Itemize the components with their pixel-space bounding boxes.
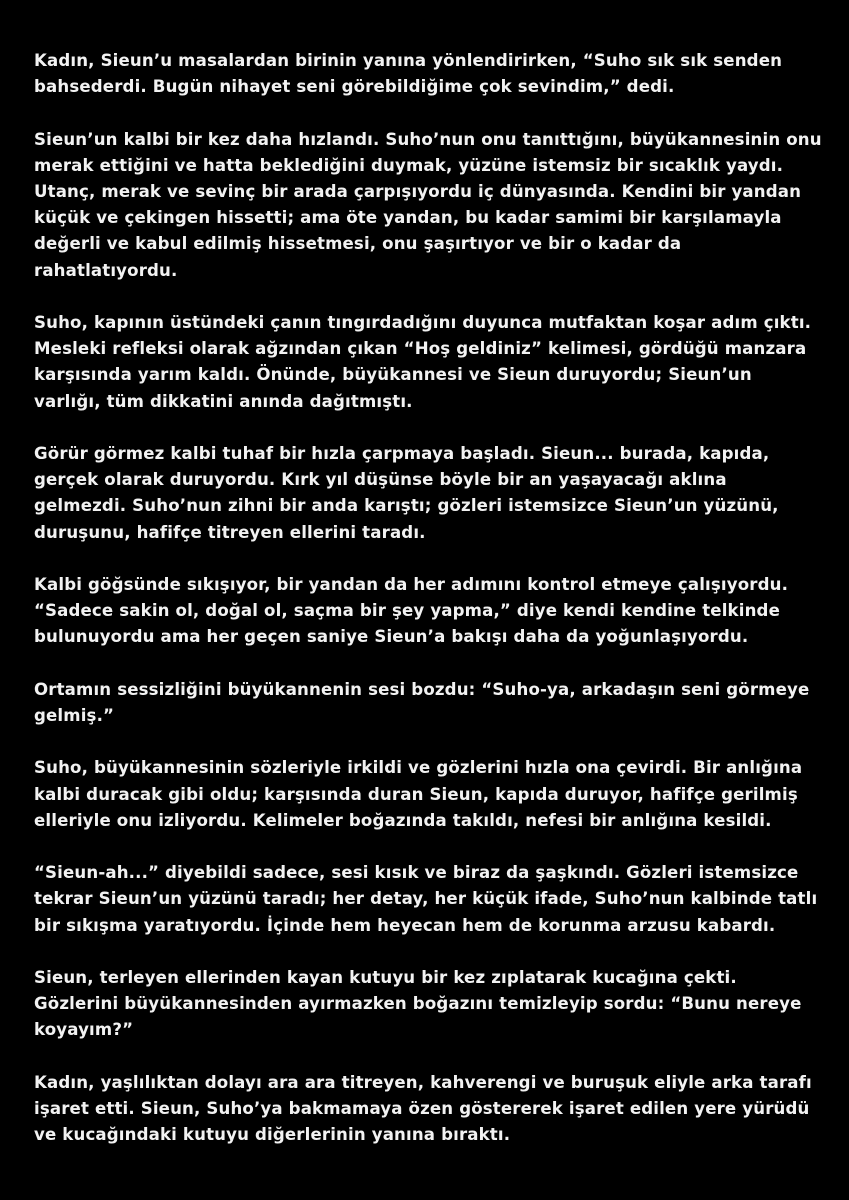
paragraph-5: Kalbi göğsünde sıkışıyor, bir yandan da her adımını kontrol etmeye çalışıyordu. “Sadece sakin ol, doğal ol, saçma bir şey yapma,” diye kendi kendine telkinde bulunuyordu ama her geçen saniye Sieun’a bakışı daha da yoğunlaşıyordu. (34, 575, 789, 647)
paragraph-9: Sieun, terleyen ellerinden kayan kutuyu bir kez zıplatarak kucağına çekti. Gözlerini büyükannesinden ayırmazken boğazını temizleyip sordu: “Bunu nereye koyayım?” (34, 967, 802, 1040)
paragraph-10: Kadın, yaşlılıktan dolayı ara ara titreyen, kahverengi ve buruşuk eliyle arka tarafı işaret etti. Sieun, Suho’ya bakmamaya özen göstererek işaret edilen yere yürüdü ve kucağındaki kutuyu diğerlerinin yanına bıraktı. (34, 1072, 812, 1145)
paragraph-7: Suho, büyükannesinin sözleriyle irkildi ve gözlerini hızla ona çevirdi. Bir anlığına kalbi duracak gibi oldu; karşısında duran Sieun, kapıda duruyor, hafifçe gerilmiş elleriyle onu izliyordu. Kelimeler boğazında takıldı, nefesi bir anlığına kesildi. (34, 758, 803, 830)
paragraph-8: “Sieun-ah...” diyebildi sadece, sesi kısık ve biraz da şaşkındı. Gözleri istemsizce tekrar Sieun’un yüzünü taradı; her detay, her küçük ifade, Suho’nun kalbinde tatlı bir sıkışma yaratıyordu. İçinde hem heyecan hem de korunma arzusu kabardı. (34, 863, 818, 935)
paragraph-2: Sieun’un kalbi bir kez daha hızlandı. Suho’nun onu tanıttığını, büyükannesinin onu merak ettiğini ve hatta beklediğini duymak, yüzüne istemsiz bir sıcaklık yaydı. Utanç, merak ve sevinç bir arada çarpışıyordu iç dünyasında. Kendini bir yandan küçük ve çekingen hissetti; ama öte yandan, bu kadar samimi bir karşılamayla değerli ve kabul edilmiş hissetmesi, onu şaşırtıyor ve bir o kadar da rahatlatıyordu. (34, 129, 822, 280)
paragraph-4: Görür görmez kalbi tuhaf bir hızla çarpmaya başladı. Sieun... burada, kapıda, gerçek olarak duruyordu. Kırk yıl düşünse böyle bir an yaşayacağı aklına gelmezdi. Suho’nun zihni bir anda karıştı; gözleri istemsizce Sieun’un yüzünü, duruşunu, hafifçe titreyen ellerini taradı. (34, 444, 779, 542)
paragraph-3: Suho, kapının üstündeki çanın tıngırdadığını duyunca mutfaktan koşar adım çıktı. Mesleki refleksi olarak ağzından çıkan “Hoş geldiniz” kelimesi, gördüğü manzara karşısında yarım kaldı. Önünde, büyükannesi ve Sieun duruyordu; Sieun’un varlığı, tüm dikkatini anında dağıtmıştı. (34, 313, 812, 411)
story-page (34, 48, 824, 1175)
paragraph-6: Ortamın sessizliğini büyükannenin sesi bozdu: “Suho-ya, arkadaşın seni görmeye gelmiş.” (34, 679, 810, 725)
paragraph-1: Kadın, Sieun’u masalardan birinin yanına yönlendirirken, “Suho sık sık senden bahsederdi. Bugün nihayet seni görebildiğime çok sevindim,” dedi. (34, 51, 783, 97)
